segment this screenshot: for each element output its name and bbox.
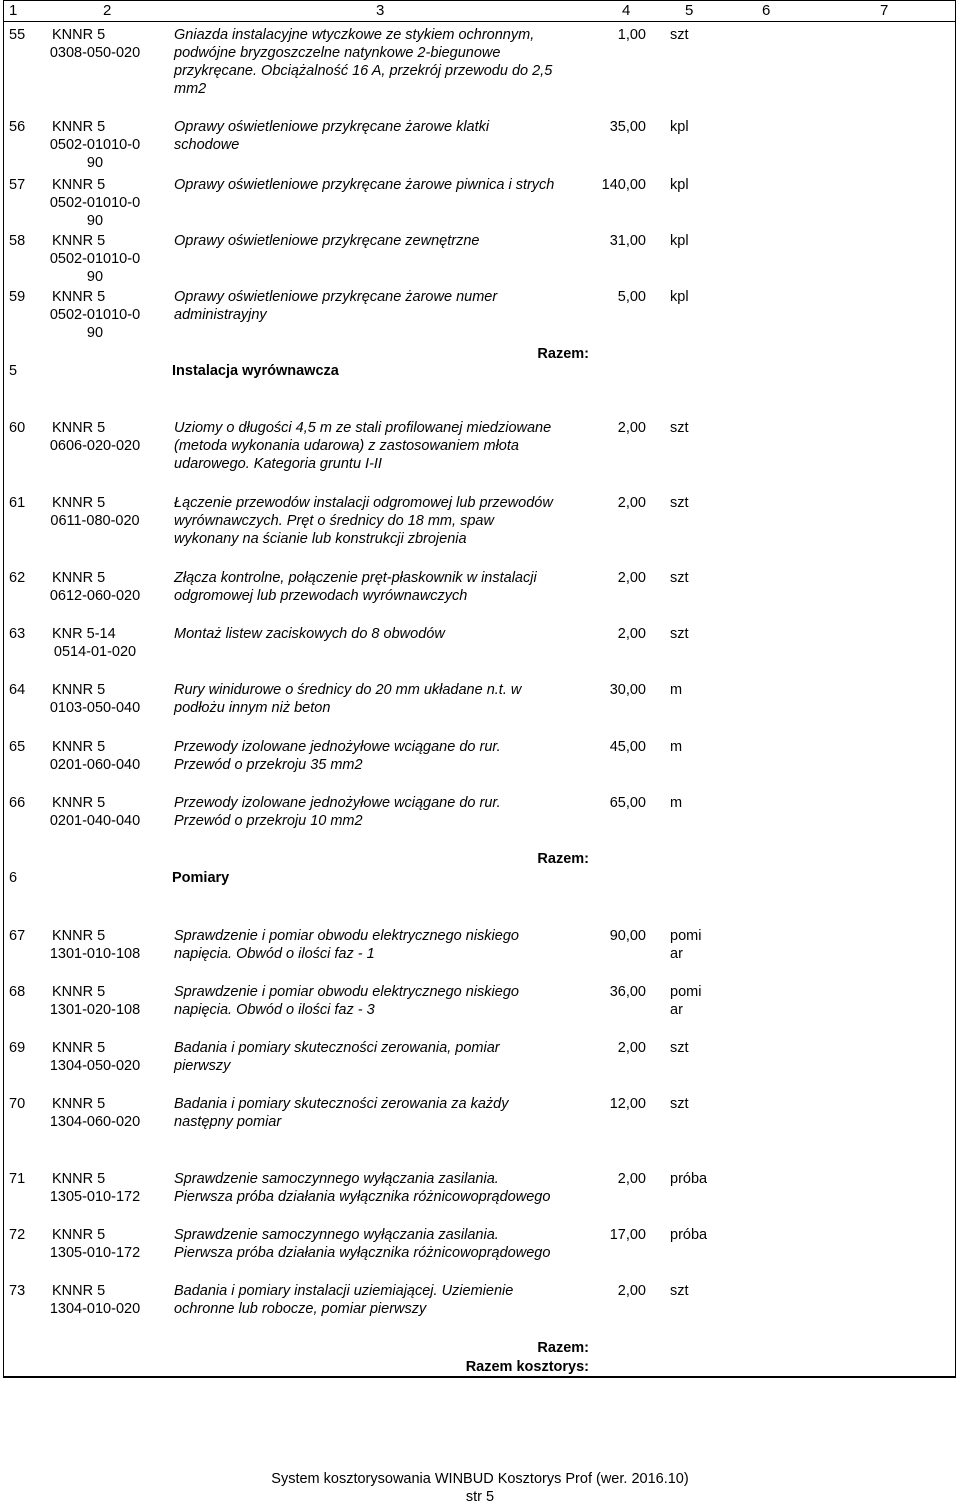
row-unit: szt xyxy=(670,495,689,511)
row-description-line: Sprawdzenie i pomiar obwodu elektrycznego niskiego xyxy=(174,928,519,944)
row-description-line: mm2 xyxy=(174,81,207,97)
row-description-line: Sprawdzenie samoczynnego wyłączania zasilania. xyxy=(174,1171,499,1187)
row-unit: pomi xyxy=(670,984,702,1000)
row-description-line: Badania i pomiary instalacji uziemiającej. Uziemienie xyxy=(174,1283,514,1299)
row-code-line: KNNR 5 xyxy=(52,289,106,305)
row-code-line: 0502-01010-0 xyxy=(49,195,141,211)
row-unit: próba xyxy=(670,1227,708,1243)
row-description-line: Przewód o przekroju 10 mm2 xyxy=(174,813,363,829)
row-number: 70 xyxy=(9,1096,26,1112)
row-number: 63 xyxy=(9,626,26,642)
row-number: 57 xyxy=(9,177,26,193)
row-code-line: 0201-040-040 xyxy=(49,813,141,829)
row-number: 67 xyxy=(9,928,26,944)
row-code-line: KNNR 5 xyxy=(52,119,106,135)
row-unit: m xyxy=(670,795,683,811)
row-code-line: 1305-010-172 xyxy=(49,1245,141,1261)
row-number: 61 xyxy=(9,495,26,511)
column-header-1: 1 xyxy=(9,2,18,19)
row-unit: ar xyxy=(670,946,683,962)
row-unit: szt xyxy=(670,626,689,642)
row-description-line: Oprawy oświetleniowe przykręcane żarowe numer xyxy=(174,289,498,305)
row-code-line: KNR 5-14 xyxy=(52,626,116,642)
row-code-line: KNNR 5 xyxy=(52,27,106,43)
row-quantity: 12,00 xyxy=(609,1096,646,1112)
row-description-line: Pierwsza próba działania wyłącznika różnicowoprądowego xyxy=(174,1245,551,1261)
row-quantity: 65,00 xyxy=(609,795,646,811)
row-code-line: KNNR 5 xyxy=(52,1171,106,1187)
row-description-line: Sprawdzenie samoczynnego wyłączania zasilania. xyxy=(174,1227,499,1243)
row-description-line: Gniazda instalacyjne wtyczkowe ze stykiem ochronnym, xyxy=(174,27,535,43)
row-quantity: 1,00 xyxy=(617,27,646,43)
row-code-line: 0606-020-020 xyxy=(49,438,141,454)
row-number: 60 xyxy=(9,420,26,436)
row-unit: szt xyxy=(670,1040,689,1056)
section-6-number: 6 xyxy=(9,870,18,886)
row-code-line: KNNR 5 xyxy=(52,233,106,249)
row-code-line: 90 xyxy=(86,155,104,171)
row-description-line: Przewody izolowane jednożyłowe wciągane do rur. xyxy=(174,739,501,755)
row-description-line: przykręcane. Obciążalność 16 A, przekrój przewodu do 2,5 xyxy=(174,63,553,79)
row-number: 71 xyxy=(9,1171,26,1187)
row-description-line: (metoda wykonania udarowa) z zastosowaniem młota xyxy=(174,438,519,454)
row-quantity: 17,00 xyxy=(609,1227,646,1243)
row-code-line: 1305-010-172 xyxy=(49,1189,141,1205)
row-description-line: napięcia. Obwód o ilości faz - 3 xyxy=(174,1002,375,1018)
row-quantity: 90,00 xyxy=(609,928,646,944)
row-quantity: 140,00 xyxy=(601,177,646,193)
row-unit: szt xyxy=(670,1096,689,1112)
row-code-line: 1301-010-108 xyxy=(49,946,141,962)
row-code-line: 1301-020-108 xyxy=(49,1002,141,1018)
row-number: 66 xyxy=(9,795,26,811)
row-code-line: 0308-050-020 xyxy=(49,45,141,61)
row-code-line: 0502-01010-0 xyxy=(49,137,141,153)
row-unit: szt xyxy=(670,570,689,586)
row-quantity: 2,00 xyxy=(617,1283,646,1299)
row-number: 73 xyxy=(9,1283,26,1299)
column-header-3: 3 xyxy=(376,2,385,19)
row-description-line: Montaż listew zaciskowych do 8 obwodów xyxy=(174,626,445,642)
row-number: 62 xyxy=(9,570,26,586)
row-number: 69 xyxy=(9,1040,26,1056)
row-unit: kpl xyxy=(670,177,689,193)
footer-system: System kosztorysowania WINBUD Kosztorys Prof (wer. 2016.10) xyxy=(271,1471,689,1487)
row-code-line: KNNR 5 xyxy=(52,495,106,511)
row-description-line: odgromowej lub przewodach wyrównawczych xyxy=(174,588,468,604)
row-quantity: 30,00 xyxy=(609,682,646,698)
row-code-line: 1304-010-020 xyxy=(49,1301,141,1317)
section-6-title: Pomiary xyxy=(172,870,230,886)
row-description-line: napięcia. Obwód o ilości faz - 1 xyxy=(174,946,375,962)
column-header-4: 4 xyxy=(622,2,631,19)
row-description-line: Badania i pomiary skuteczności zerowania za każdy xyxy=(174,1096,509,1112)
row-code-line: 90 xyxy=(86,269,104,285)
row-number: 58 xyxy=(9,233,26,249)
section-5-number: 5 xyxy=(9,363,18,379)
row-unit: m xyxy=(670,739,683,755)
row-description-line: pierwszy xyxy=(174,1058,231,1074)
row-quantity: 31,00 xyxy=(609,233,646,249)
row-description-line: wyrównawczych. Pręt o średnicy do 18 mm, spaw xyxy=(174,513,494,529)
row-description-line: Przewody izolowane jednożyłowe wciągane do rur. xyxy=(174,795,501,811)
row-quantity: 2,00 xyxy=(617,570,646,586)
row-unit: pomi xyxy=(670,928,702,944)
row-code-line: 0502-01010-0 xyxy=(49,251,141,267)
row-unit: m xyxy=(670,682,683,698)
row-description-line: Oprawy oświetleniowe przykręcane żarowe piwnica i strych xyxy=(174,177,555,193)
row-quantity: 35,00 xyxy=(609,119,646,135)
footer-page-number: str 5 xyxy=(465,1489,495,1505)
row-code-line: KNNR 5 xyxy=(52,570,106,586)
row-quantity: 2,00 xyxy=(617,420,646,436)
row-number: 56 xyxy=(9,119,26,135)
row-number: 65 xyxy=(9,739,26,755)
row-description-line: następny pomiar xyxy=(174,1114,282,1130)
column-header-7: 7 xyxy=(880,2,889,19)
row-quantity: 45,00 xyxy=(609,739,646,755)
column-header-2: 2 xyxy=(103,2,112,19)
row-unit: szt xyxy=(670,1283,689,1299)
row-quantity: 2,00 xyxy=(617,1040,646,1056)
row-description-line: Badania i pomiary skuteczności zerowania, pomiar xyxy=(174,1040,500,1056)
row-quantity: 2,00 xyxy=(617,626,646,642)
row-code-line: KNNR 5 xyxy=(52,1283,106,1299)
row-code-line: 1304-050-020 xyxy=(49,1058,141,1074)
row-code-line: KNNR 5 xyxy=(52,795,106,811)
razem-label-1: Razem: xyxy=(537,346,589,362)
table-rule xyxy=(3,1376,956,1377)
row-description-line: Oprawy oświetleniowe przykręcane zewnętrzne xyxy=(174,233,480,249)
row-description-line: Przewód o przekroju 35 mm2 xyxy=(174,757,363,773)
row-number: 72 xyxy=(9,1227,26,1243)
row-code-line: KNNR 5 xyxy=(52,1040,106,1056)
row-code-line: KNNR 5 xyxy=(52,682,106,698)
row-unit: kpl xyxy=(670,119,689,135)
row-unit: kpl xyxy=(670,233,689,249)
table-rule xyxy=(3,21,956,22)
row-code-line: 0103-050-040 xyxy=(49,700,141,716)
row-number: 55 xyxy=(9,27,26,43)
row-description-line: Łączenie przewodów instalacji odgromowej lub przewodów xyxy=(174,495,553,511)
row-description-line: udarowego. Kategoria gruntu I-II xyxy=(174,456,382,472)
row-code-line: KNNR 5 xyxy=(52,1227,106,1243)
row-code-line: KNNR 5 xyxy=(52,1096,106,1112)
row-description-line: wykonany na ścianie lub konstrukcji zbrojenia xyxy=(174,531,467,547)
row-description-line: Sprawdzenie i pomiar obwodu elektrycznego niskiego xyxy=(174,984,519,1000)
row-quantity: 5,00 xyxy=(617,289,646,305)
row-code-line: 1304-060-020 xyxy=(49,1114,141,1130)
row-unit: kpl xyxy=(670,289,689,305)
row-code-line: 90 xyxy=(86,213,104,229)
razem-label-3: Razem: xyxy=(537,1340,589,1356)
row-code-line: KNNR 5 xyxy=(52,420,106,436)
column-header-5: 5 xyxy=(685,2,694,19)
row-description-line: podłożu innym niż beton xyxy=(174,700,331,716)
row-code-line: KNNR 5 xyxy=(52,739,106,755)
row-unit: szt xyxy=(670,420,689,436)
row-code-line: 0611-080-020 xyxy=(50,513,140,529)
row-description-line: administrayjny xyxy=(174,307,267,323)
row-unit: szt xyxy=(670,27,689,43)
row-code-line: 90 xyxy=(86,325,104,341)
row-description-line: podwójne bryzgoszczelne natynkowe 2-biegunowe xyxy=(174,45,501,61)
razem-label-2: Razem: xyxy=(537,851,589,867)
row-code-line: KNNR 5 xyxy=(52,177,106,193)
row-quantity: 2,00 xyxy=(617,1171,646,1187)
row-description-line: Złącza kontrolne, połączenie pręt-płaskownik w instalacji xyxy=(174,570,537,586)
row-unit: ar xyxy=(670,1002,683,1018)
row-description-line: ochronne lub robocze, pomiar pierwszy xyxy=(174,1301,427,1317)
row-code-line: KNNR 5 xyxy=(52,928,106,944)
row-description-line: schodowe xyxy=(174,137,240,153)
row-code-line: 0201-060-040 xyxy=(49,757,141,773)
row-code-line: 0502-01010-0 xyxy=(49,307,141,323)
row-description-line: Uziomy o długości 4,5 m ze stali profilowanej miedziowane xyxy=(174,420,552,436)
row-number: 59 xyxy=(9,289,26,305)
row-description-line: Oprawy oświetleniowe przykręcane żarowe klatki xyxy=(174,119,490,135)
row-number: 64 xyxy=(9,682,26,698)
section-5-title: Instalacja wyrównawcza xyxy=(172,363,339,379)
row-description-line: Rury winidurowe o średnicy do 20 mm układane n.t. w xyxy=(174,682,522,698)
row-code-line: KNNR 5 xyxy=(52,984,106,1000)
razem-kosztorys-label: Razem kosztorys: xyxy=(465,1359,589,1375)
row-code-line: 0612-060-020 xyxy=(49,588,141,604)
row-unit: próba xyxy=(670,1171,708,1187)
row-quantity: 36,00 xyxy=(609,984,646,1000)
row-description-line: Pierwsza próba działania wyłącznika różnicowoprądowego xyxy=(174,1189,551,1205)
row-number: 68 xyxy=(9,984,26,1000)
row-quantity: 2,00 xyxy=(617,495,646,511)
row-code-line: 0514-01-020 xyxy=(53,644,137,660)
column-header-6: 6 xyxy=(762,2,771,19)
